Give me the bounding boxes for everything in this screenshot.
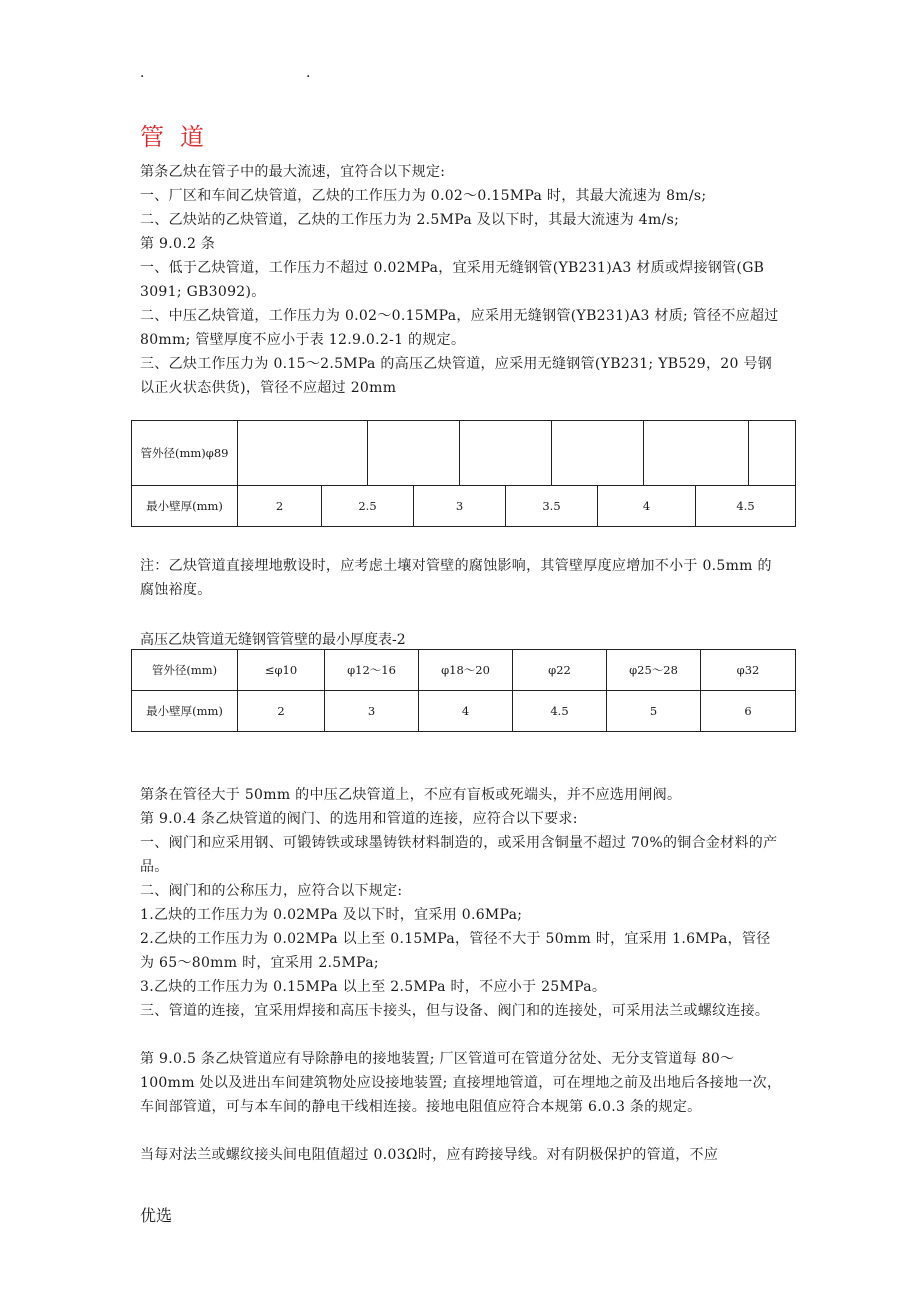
table-row xyxy=(132,691,796,732)
paragraph: 1.乙炔的工作压力为 0.02MPa 及以下时，宜采用 0.6MPa; xyxy=(140,907,523,923)
table-cell-label: 管外径(mm) xyxy=(132,650,238,691)
paragraph: 三、管道的连接，宜采用焊接和高压卡接头，但与设备、阀门和的连接处，可采用法兰或螺纹连接。 xyxy=(140,1003,770,1019)
paragraph: 第 9.0.2 条 xyxy=(140,236,216,252)
table-cell: 2.5 xyxy=(322,486,414,527)
table-cell xyxy=(644,421,749,486)
table-cell: φ22 xyxy=(513,650,607,691)
table-cell: 3 xyxy=(325,691,419,732)
table-cell: ≤φ10 xyxy=(238,650,325,691)
table-cell-label: 最小壁厚(mm) xyxy=(132,486,238,527)
table-cell: 4 xyxy=(598,486,696,527)
table-cell: 4 xyxy=(419,691,513,732)
wall-thickness-table-2 xyxy=(131,649,796,732)
table-cell: φ25～28 xyxy=(607,650,701,691)
table-cell xyxy=(238,421,368,486)
table-cell: 4.5 xyxy=(513,691,607,732)
table-cell xyxy=(368,421,460,486)
paragraph: 一、厂区和车间乙炔管道，乙炔的工作压力为 0.02～0.15MPa 时，其最大流速为 8m/s; xyxy=(140,188,707,204)
table-cell: φ12～16 xyxy=(325,650,419,691)
paragraph: 二、阀门和的公称压力，应符合以下规定: xyxy=(140,883,403,899)
table-cell: 2 xyxy=(238,691,325,732)
table-caption: 高压乙炔管道无缝钢管管壁的最小厚度表-2 xyxy=(140,632,406,648)
paragraph: 第条在管径大于 50mm 的中压乙炔管道上，不应有盲板或死端头，并不应选用闸阀。 xyxy=(140,787,682,803)
paragraph: 第条乙炔在管子中的最大流速，宜符合以下规定: xyxy=(140,164,446,180)
note-paragraph: 注：乙炔管道直接埋地敷设时，应考虑土壤对管壁的腐蚀影响，其管壁厚度应增加不小于 0.5mm 的腐蚀裕度。 xyxy=(140,558,772,598)
paragraph: 二、乙炔站的乙炔管道，乙炔的工作压力为 2.5MPa 及以下时，其最大流速为 4m/s; xyxy=(140,212,680,228)
table-row xyxy=(132,421,796,486)
header-dot-right: . xyxy=(306,65,311,81)
page-footer: 优选 xyxy=(140,1206,173,1225)
paragraph: 二、中压乙炔管道，工作压力为 0.02～0.15MPa，应采用无缝钢管(YB231)A3 材质; 管径不应超过 80mm; 管壁厚度不应小于表 12.9.0.2-1 的规定。 xyxy=(140,308,779,348)
paragraph: 2.乙炔的工作压力为 0.02MPa 以上至 0.15MPa，管径不大于 50mm 时，宜采用 1.6MPa，管径为 65～80mm 时，宜采用 2.5MPa; xyxy=(140,931,771,971)
paragraph: 一、低于乙炔管道，工作压力不超过 0.02MPa，宜采用无缝钢管(YB231)A3 材质或焊接钢管(GB 3091; GB3092)。 xyxy=(140,260,765,300)
paragraph: 当每对法兰或螺纹接头间电阻值超过 0.03Ω时，应有跨接导线。对有阴极保护的管道，不应 xyxy=(140,1147,719,1163)
table-cell: 2 xyxy=(238,486,322,527)
paragraph: 一、阀门和应采用钢、可锻铸铁或球墨铸铁材料制造的，或采用含铜量不超过 70%的铜合金材料的产品。 xyxy=(140,835,778,875)
table-cell: φ18～20 xyxy=(419,650,513,691)
table-cell: 6 xyxy=(701,691,796,732)
paragraph: 3.乙炔的工作压力为 0.15MPa 以上至 2.5MPa 时，不应小于 25MPa。 xyxy=(140,979,607,995)
table-cell: 5 xyxy=(607,691,701,732)
header-dot-left: . xyxy=(140,65,145,81)
table-cell: φ32 xyxy=(701,650,796,691)
paragraph: 第 9.0.4 条乙炔管道的阀门、的选用和管道的连接，应符合以下要求: xyxy=(140,811,578,827)
wall-thickness-table-1 xyxy=(131,420,796,527)
table-row xyxy=(132,486,796,527)
table-cell: 4.5 xyxy=(696,486,796,527)
table-cell xyxy=(460,421,552,486)
table-cell-label: 管外径(mm)φ89 xyxy=(132,421,238,486)
table-cell xyxy=(749,421,796,486)
table-cell: 3 xyxy=(414,486,506,527)
paragraph: 三、乙炔工作压力为 0.15～2.5MPa 的高压乙炔管道，应采用无缝钢管(YB231; YB529，20 号钢以正火状态供货)，管径不应超过 20mm xyxy=(140,356,773,396)
page-title: 管道 xyxy=(140,123,220,151)
table-cell-label: 最小壁厚(mm) xyxy=(132,691,238,732)
paragraph: 第 9.0.5 条乙炔管道应有导除静电的接地装置; 厂区管道可在管道分岔处、无分支管道每 80～100mm 处以及进出车间建筑物处应设接地装置; 直接埋地管道，可在埋地之前及出地后各接地一次，车间部管道，可与本车间的静电干线相连接。接地电阻值应符合本规第 6.0.3 条的规定。 xyxy=(140,1051,782,1115)
table-cell: 3.5 xyxy=(506,486,598,527)
table-row xyxy=(132,650,796,691)
table-cell xyxy=(552,421,644,486)
